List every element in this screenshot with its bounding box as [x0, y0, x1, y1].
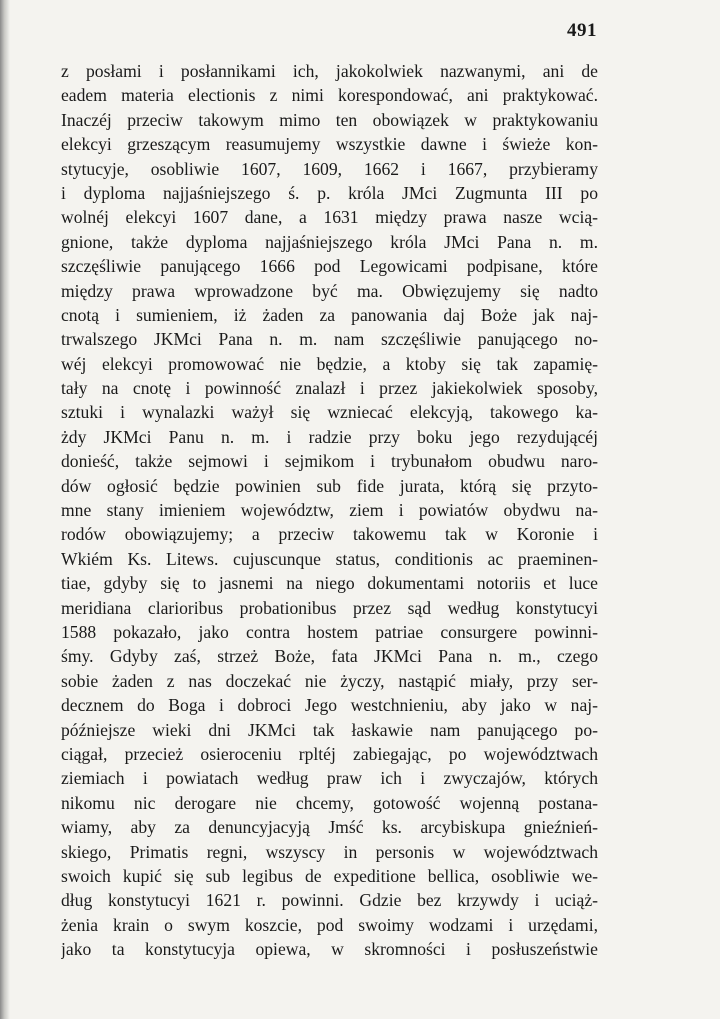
text-line: śmy. Gdyby zaś, strzeż Boże, fata JKMci Pana n. m., czego: [61, 646, 598, 667]
text-line: i dyploma najjaśniejszego ś. p. króla JMci Zugmunta III po: [61, 182, 598, 203]
text-line: rodów obowiązujemy; a przeciw takowemu tak w Koronie i: [61, 524, 598, 545]
text-line: późniejsze wieki dni JKMci tak łaskawie nam panującego po-: [61, 719, 598, 740]
body-text: [61, 59, 598, 961]
text-line: trwalszego JKMci Pana n. m. nam szczęśliwie panującego no-: [61, 329, 598, 350]
text-line: tiae, gdyby się to jasnemi na niego dokumentami notoriis et luce: [61, 573, 598, 594]
text-line: Inaczéj przeciw takowym mimo ten obowiązek w praktykowaniu: [61, 109, 598, 130]
text-line: sztuki i wynalazki ważył się wzniecać elekcyją, takowego ka-: [61, 402, 598, 423]
text-line: gnione, także dyploma najjaśniejszego króla JMci Pana n. m.: [61, 231, 598, 252]
text-line: 1588 pokazało, jako contra hostem patriae consurgere powinni-: [61, 621, 598, 642]
text-line: Wkiém Ks. Litews. cujuscunque status, conditionis ac praeminen-: [61, 548, 598, 569]
text-line: cnotą i sumieniem, iż żaden za panowania daj Boże jak naj-: [61, 304, 598, 325]
text-line: z posłami i posłannikami ich, jakokolwiek nazwanymi, ani de: [61, 61, 598, 81]
text-line: sobie żaden z nas doczekać nie życzy, nastąpić miały, przy ser-: [61, 670, 598, 691]
text-line: żenia krain o swym koszcie, pod swoimy wodzami i urzędami,: [61, 914, 598, 935]
text-line: żdy JKMci Panu n. m. i radzie przy boku jego rezydującéj: [61, 426, 598, 447]
text-line: między prawa wprowadzone być ma. Obwięzujemy się nadto: [61, 280, 598, 301]
text-line: elekcyi grzeszącym reasumujemy wszystkie dawne i świeże kon-: [61, 134, 598, 155]
text-line: donieść, także sejmowi i sejmikom i trybunałom obudwu naro-: [61, 451, 598, 472]
text-line: ziemiach i powiatach według praw ich i zwyczajów, których: [61, 768, 598, 789]
text-line: wéj elekcyi promowować nie będzie, a ktoby się tak zapamię-: [61, 353, 598, 374]
text-line: szczęśliwie panującego 1666 pod Legowicami podpisane, które: [61, 256, 598, 277]
text-line: mne stany imieniem województw, ziem i powiatów obydwu na-: [61, 500, 598, 521]
text-line: dów ogłosić będzie powinien sub fide jurata, którą się przyto-: [61, 475, 598, 496]
text-line: swoich kupić się sub legibus de expeditione bellica, osobliwie we-: [61, 865, 598, 886]
page-spine-shadow: [0, 0, 10, 1019]
text-line: tały na cnotę i powinność znalazł i przez jakiekolwiek sposoby,: [61, 378, 598, 399]
text-line: eadem materia electionis z nimi korespondować, ani praktykować.: [61, 85, 598, 106]
text-line: stytucyje, osobliwie 1607, 1609, 1662 i 1667, przybieramy: [61, 158, 598, 179]
text-line: dług konstytucyi 1621 r. powinni. Gdzie bez krzywdy i uciąż-: [61, 890, 598, 911]
text-line: skiego, Primatis regni, wszyscy in personis w województwach: [61, 841, 598, 862]
text-line: meridiana clarioribus probationibus przez sąd według konstytucyi: [61, 597, 598, 618]
text-line: wolnéj elekcyi 1607 dane, a 1631 między prawa nasze wcią-: [61, 207, 598, 228]
text-line: jako ta konstytucyja opiewa, w skromności i posłuszeństwie: [61, 939, 598, 960]
text-line: nikomu nic derogare nie chcemy, gotowość wojenną postana-: [61, 792, 598, 813]
text-line: decznem do Boga i dobroci Jego westchnieniu, aby jako w naj-: [61, 695, 598, 716]
text-line: wiamy, aby za denuncyjacyją Jmść ks. arcybiskupa gnieźnień-: [61, 817, 598, 838]
text-line: ciągał, przecież osieroceniu rpltéj zabiegając, po województwach: [61, 743, 598, 764]
page-number: 491: [567, 20, 597, 41]
